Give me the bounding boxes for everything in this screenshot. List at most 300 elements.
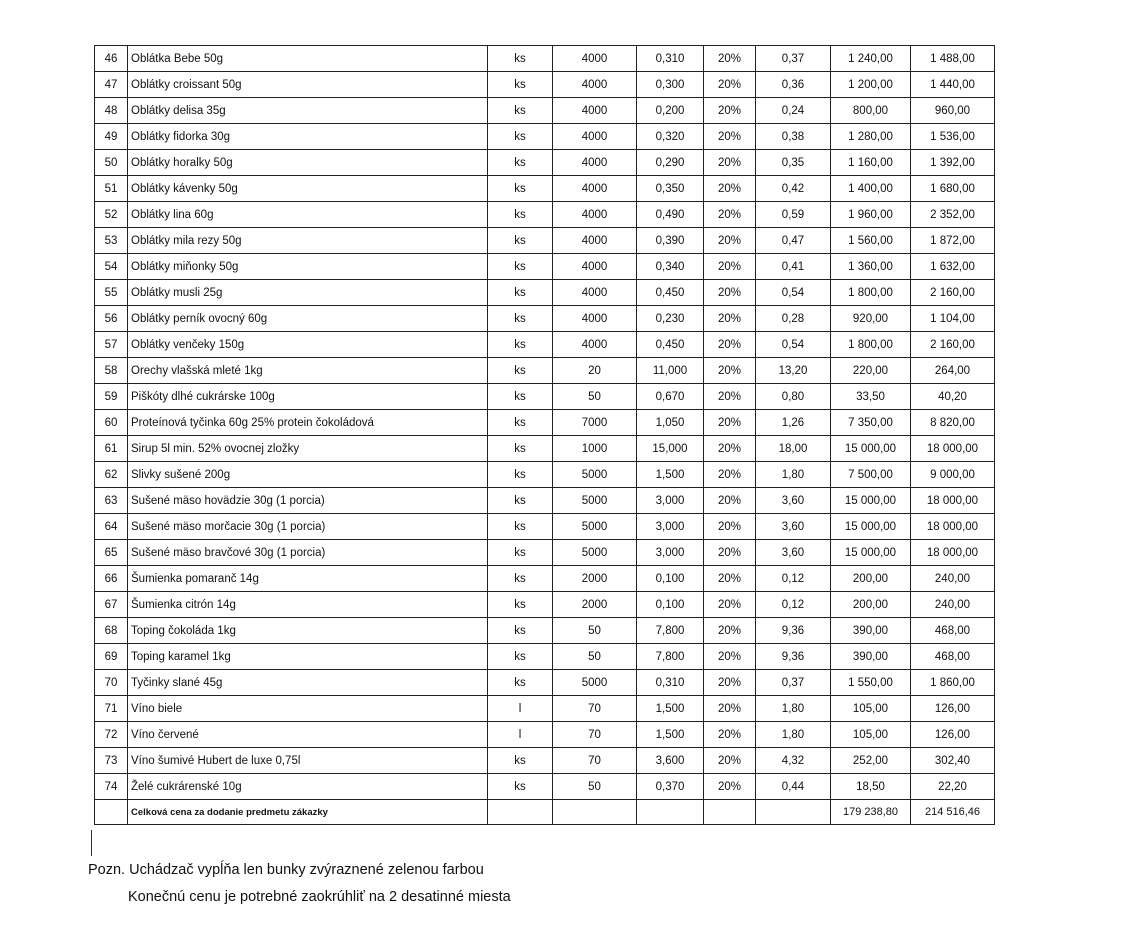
item-vat-rate: 20% (704, 514, 756, 540)
item-total-without-vat: 105,00 (831, 696, 911, 722)
item-total-with-vat: 264,00 (911, 358, 995, 384)
item-vat-rate: 20% (704, 306, 756, 332)
item-number: 53 (95, 228, 128, 254)
item-number: 48 (95, 98, 128, 124)
item-unit-price: 0,370 (637, 774, 704, 800)
table-row (95, 410, 995, 436)
table-row (95, 462, 995, 488)
item-number: 66 (95, 566, 128, 592)
table-row (95, 228, 995, 254)
item-price-with-vat: 0,12 (756, 592, 831, 618)
item-unit: ks (488, 748, 553, 774)
item-name: Proteínová tyčinka 60g 25% protein čokoládová (128, 410, 488, 436)
item-total-with-vat: 2 352,00 (911, 202, 995, 228)
item-name: Toping čokoláda 1kg (128, 618, 488, 644)
item-vat-rate: 20% (704, 280, 756, 306)
item-unit: ks (488, 358, 553, 384)
item-quantity: 7000 (553, 410, 637, 436)
item-vat-rate: 20% (704, 228, 756, 254)
item-vat-rate: 20% (704, 488, 756, 514)
item-unit-price: 0,350 (637, 176, 704, 202)
item-name: Víno biele (128, 696, 488, 722)
item-total-without-vat: 1 800,00 (831, 280, 911, 306)
total-without-vat: 179 238,80 (831, 800, 911, 825)
item-total-without-vat: 1 800,00 (831, 332, 911, 358)
item-total-with-vat: 18 000,00 (911, 488, 995, 514)
item-total-without-vat: 7 500,00 (831, 462, 911, 488)
item-price-with-vat: 9,36 (756, 644, 831, 670)
item-quantity: 4000 (553, 176, 637, 202)
item-vat-rate: 20% (704, 150, 756, 176)
item-unit: ks (488, 670, 553, 696)
item-number: 54 (95, 254, 128, 280)
item-price-with-vat: 1,26 (756, 410, 831, 436)
table-row (95, 618, 995, 644)
item-price-with-vat: 13,20 (756, 358, 831, 384)
item-number: 51 (95, 176, 128, 202)
table-row (95, 46, 995, 72)
item-total-with-vat: 1 440,00 (911, 72, 995, 98)
item-number: 67 (95, 592, 128, 618)
item-total-without-vat: 33,50 (831, 384, 911, 410)
item-total-with-vat: 1 680,00 (911, 176, 995, 202)
item-name: Oblátky horalky 50g (128, 150, 488, 176)
item-total-without-vat: 15 000,00 (831, 488, 911, 514)
table-row (95, 280, 995, 306)
item-unit-price: 0,340 (637, 254, 704, 280)
item-total-without-vat: 105,00 (831, 722, 911, 748)
item-name: Oblátky venčeky 150g (128, 332, 488, 358)
item-number: 70 (95, 670, 128, 696)
item-unit-price: 3,600 (637, 748, 704, 774)
item-price-with-vat: 0,28 (756, 306, 831, 332)
item-unit: ks (488, 254, 553, 280)
item-vat-rate: 20% (704, 540, 756, 566)
item-vat-rate: 20% (704, 358, 756, 384)
item-quantity: 50 (553, 644, 637, 670)
item-vat-rate: 20% (704, 98, 756, 124)
item-total-with-vat: 468,00 (911, 618, 995, 644)
item-unit-price: 0,450 (637, 332, 704, 358)
item-total-with-vat: 302,40 (911, 748, 995, 774)
item-quantity: 4000 (553, 46, 637, 72)
item-total-without-vat: 1 160,00 (831, 150, 911, 176)
total-row (95, 800, 995, 825)
item-vat-rate: 20% (704, 202, 756, 228)
item-total-without-vat: 15 000,00 (831, 540, 911, 566)
item-total-without-vat: 800,00 (831, 98, 911, 124)
table-row (95, 670, 995, 696)
total-empty-cell (704, 800, 756, 825)
total-empty-cell (488, 800, 553, 825)
item-unit-price: 0,320 (637, 124, 704, 150)
item-unit-price: 3,000 (637, 488, 704, 514)
item-price-with-vat: 1,80 (756, 462, 831, 488)
item-unit-price: 15,000 (637, 436, 704, 462)
item-unit-price: 11,000 (637, 358, 704, 384)
item-name: Sušené mäso hovädzie 30g (1 porcia) (128, 488, 488, 514)
item-unit-price: 0,200 (637, 98, 704, 124)
item-vat-rate: 20% (704, 722, 756, 748)
table-body (95, 46, 995, 800)
item-name: Oblátky mila rezy 50g (128, 228, 488, 254)
item-price-with-vat: 1,80 (756, 696, 831, 722)
item-price-with-vat: 0,12 (756, 566, 831, 592)
note-line-2: Konečnú cenu je potrebné zaokrúhliť na 2 desatinné miesta (128, 889, 511, 905)
item-total-with-vat: 240,00 (911, 592, 995, 618)
table-row (95, 306, 995, 332)
item-quantity: 5000 (553, 488, 637, 514)
item-name: Slivky sušené 200g (128, 462, 488, 488)
item-unit-price: 0,100 (637, 566, 704, 592)
item-quantity: 50 (553, 774, 637, 800)
table-row (95, 566, 995, 592)
item-price-with-vat: 3,60 (756, 540, 831, 566)
item-name: Toping karamel 1kg (128, 644, 488, 670)
item-quantity: 20 (553, 358, 637, 384)
table-row (95, 358, 995, 384)
item-name: Víno červené (128, 722, 488, 748)
item-number: 69 (95, 644, 128, 670)
item-price-with-vat: 0,37 (756, 46, 831, 72)
item-quantity: 4000 (553, 98, 637, 124)
item-quantity: 4000 (553, 280, 637, 306)
item-price-with-vat: 0,42 (756, 176, 831, 202)
item-number: 56 (95, 306, 128, 332)
item-price-with-vat: 0,36 (756, 72, 831, 98)
item-unit: ks (488, 618, 553, 644)
item-quantity: 50 (553, 384, 637, 410)
item-name: Želé cukrárenské 10g (128, 774, 488, 800)
item-vat-rate: 20% (704, 644, 756, 670)
item-vat-rate: 20% (704, 566, 756, 592)
table-row (95, 748, 995, 774)
item-total-without-vat: 1 400,00 (831, 176, 911, 202)
item-unit: l (488, 722, 553, 748)
item-unit-price: 1,500 (637, 462, 704, 488)
item-quantity: 1000 (553, 436, 637, 462)
table-row (95, 150, 995, 176)
table-row (95, 644, 995, 670)
item-unit-price: 0,390 (637, 228, 704, 254)
item-quantity: 70 (553, 722, 637, 748)
item-unit: ks (488, 150, 553, 176)
item-name: Oblátky lina 60g (128, 202, 488, 228)
total-label: Celková cena za dodanie predmetu zákazky (128, 800, 488, 825)
item-unit: ks (488, 514, 553, 540)
edge-mark (91, 830, 92, 856)
table-row (95, 202, 995, 228)
table-row (95, 72, 995, 98)
item-number: 50 (95, 150, 128, 176)
item-name: Oblátky croissant 50g (128, 72, 488, 98)
item-vat-rate: 20% (704, 618, 756, 644)
item-quantity: 4000 (553, 150, 637, 176)
table-row (95, 98, 995, 124)
item-total-without-vat: 920,00 (831, 306, 911, 332)
item-name: Oblátky musli 25g (128, 280, 488, 306)
item-vat-rate: 20% (704, 46, 756, 72)
item-number: 59 (95, 384, 128, 410)
item-number: 47 (95, 72, 128, 98)
table-row (95, 514, 995, 540)
item-unit: ks (488, 644, 553, 670)
total-empty-cell (637, 800, 704, 825)
item-total-without-vat: 1 280,00 (831, 124, 911, 150)
item-total-with-vat: 1 860,00 (911, 670, 995, 696)
item-price-with-vat: 0,54 (756, 280, 831, 306)
item-name: Piškóty dlhé cukrárske 100g (128, 384, 488, 410)
item-total-with-vat: 1 488,00 (911, 46, 995, 72)
table-row (95, 436, 995, 462)
item-unit: ks (488, 774, 553, 800)
item-quantity: 5000 (553, 514, 637, 540)
item-number: 65 (95, 540, 128, 566)
item-quantity: 5000 (553, 670, 637, 696)
item-unit-price: 0,310 (637, 46, 704, 72)
item-total-with-vat: 960,00 (911, 98, 995, 124)
item-number: 71 (95, 696, 128, 722)
item-total-with-vat: 40,20 (911, 384, 995, 410)
item-unit-price: 0,310 (637, 670, 704, 696)
item-total-with-vat: 18 000,00 (911, 436, 995, 462)
item-total-with-vat: 1 536,00 (911, 124, 995, 150)
item-total-with-vat: 1 104,00 (911, 306, 995, 332)
item-unit-price: 1,500 (637, 696, 704, 722)
item-quantity: 4000 (553, 306, 637, 332)
item-vat-rate: 20% (704, 462, 756, 488)
item-name: Šumienka pomaranč 14g (128, 566, 488, 592)
item-name: Oblátky delisa 35g (128, 98, 488, 124)
item-unit-price: 0,290 (637, 150, 704, 176)
item-number: 62 (95, 462, 128, 488)
item-total-without-vat: 1 360,00 (831, 254, 911, 280)
item-total-without-vat: 7 350,00 (831, 410, 911, 436)
item-price-with-vat: 3,60 (756, 514, 831, 540)
total-no-cell (95, 800, 128, 825)
item-quantity: 2000 (553, 592, 637, 618)
total-empty-cell (553, 800, 637, 825)
item-total-without-vat: 200,00 (831, 566, 911, 592)
item-name: Sirup 5l min. 52% ovocnej zložky (128, 436, 488, 462)
item-total-without-vat: 1 960,00 (831, 202, 911, 228)
item-unit-price: 0,300 (637, 72, 704, 98)
table-row (95, 592, 995, 618)
item-vat-rate: 20% (704, 124, 756, 150)
item-number: 63 (95, 488, 128, 514)
item-number: 49 (95, 124, 128, 150)
item-total-without-vat: 200,00 (831, 592, 911, 618)
item-quantity: 4000 (553, 72, 637, 98)
item-total-with-vat: 468,00 (911, 644, 995, 670)
item-unit: ks (488, 280, 553, 306)
item-total-without-vat: 1 240,00 (831, 46, 911, 72)
item-unit: ks (488, 488, 553, 514)
item-name: Oblátky miňonky 50g (128, 254, 488, 280)
item-unit-price: 0,100 (637, 592, 704, 618)
table-row (95, 176, 995, 202)
item-total-with-vat: 1 632,00 (911, 254, 995, 280)
item-name: Orechy vlašská mleté 1kg (128, 358, 488, 384)
item-unit: ks (488, 176, 553, 202)
item-unit: ks (488, 306, 553, 332)
item-unit-price: 0,230 (637, 306, 704, 332)
item-name: Oblátky kávenky 50g (128, 176, 488, 202)
item-vat-rate: 20% (704, 254, 756, 280)
item-total-with-vat: 2 160,00 (911, 280, 995, 306)
item-unit: ks (488, 202, 553, 228)
item-quantity: 5000 (553, 462, 637, 488)
item-quantity: 4000 (553, 124, 637, 150)
item-vat-rate: 20% (704, 774, 756, 800)
item-price-with-vat: 1,80 (756, 722, 831, 748)
item-vat-rate: 20% (704, 670, 756, 696)
item-unit: ks (488, 228, 553, 254)
item-unit-price: 0,490 (637, 202, 704, 228)
item-price-with-vat: 0,24 (756, 98, 831, 124)
item-total-with-vat: 126,00 (911, 722, 995, 748)
item-total-without-vat: 390,00 (831, 618, 911, 644)
item-price-with-vat: 0,54 (756, 332, 831, 358)
item-price-with-vat: 4,32 (756, 748, 831, 774)
table-row (95, 332, 995, 358)
item-number: 74 (95, 774, 128, 800)
item-number: 61 (95, 436, 128, 462)
item-total-with-vat: 18 000,00 (911, 514, 995, 540)
item-total-without-vat: 220,00 (831, 358, 911, 384)
item-quantity: 70 (553, 748, 637, 774)
item-total-with-vat: 2 160,00 (911, 332, 995, 358)
item-vat-rate: 20% (704, 696, 756, 722)
table-row (95, 254, 995, 280)
item-quantity: 50 (553, 618, 637, 644)
item-total-without-vat: 390,00 (831, 644, 911, 670)
item-vat-rate: 20% (704, 384, 756, 410)
item-quantity: 4000 (553, 202, 637, 228)
item-unit: ks (488, 332, 553, 358)
item-number: 73 (95, 748, 128, 774)
item-quantity: 4000 (553, 332, 637, 358)
item-total-with-vat: 1 872,00 (911, 228, 995, 254)
item-total-without-vat: 15 000,00 (831, 514, 911, 540)
table-row (95, 696, 995, 722)
item-quantity: 4000 (553, 254, 637, 280)
item-name: Oblátky fidorka 30g (128, 124, 488, 150)
item-total-with-vat: 240,00 (911, 566, 995, 592)
item-price-with-vat: 18,00 (756, 436, 831, 462)
item-unit-price: 1,500 (637, 722, 704, 748)
item-unit: ks (488, 46, 553, 72)
item-vat-rate: 20% (704, 176, 756, 202)
item-unit-price: 3,000 (637, 514, 704, 540)
item-number: 46 (95, 46, 128, 72)
table-row (95, 488, 995, 514)
item-total-with-vat: 22,20 (911, 774, 995, 800)
item-price-with-vat: 0,35 (756, 150, 831, 176)
item-quantity: 5000 (553, 540, 637, 566)
item-price-with-vat: 0,37 (756, 670, 831, 696)
item-vat-rate: 20% (704, 332, 756, 358)
table-row (95, 384, 995, 410)
item-unit: ks (488, 540, 553, 566)
item-total-without-vat: 18,50 (831, 774, 911, 800)
item-number: 60 (95, 410, 128, 436)
item-quantity: 4000 (553, 228, 637, 254)
item-unit-price: 1,050 (637, 410, 704, 436)
item-unit: ks (488, 124, 553, 150)
item-vat-rate: 20% (704, 72, 756, 98)
item-unit: ks (488, 98, 553, 124)
item-number: 52 (95, 202, 128, 228)
item-unit-price: 7,800 (637, 618, 704, 644)
item-number: 55 (95, 280, 128, 306)
item-price-with-vat: 0,59 (756, 202, 831, 228)
item-total-with-vat: 18 000,00 (911, 540, 995, 566)
item-number: 68 (95, 618, 128, 644)
item-unit: ks (488, 410, 553, 436)
item-total-with-vat: 126,00 (911, 696, 995, 722)
table-row (95, 540, 995, 566)
item-unit: l (488, 696, 553, 722)
item-name: Víno šumivé Hubert de luxe 0,75l (128, 748, 488, 774)
item-name: Oblátky perník ovocný 60g (128, 306, 488, 332)
item-unit-price: 3,000 (637, 540, 704, 566)
item-total-with-vat: 9 000,00 (911, 462, 995, 488)
item-vat-rate: 20% (704, 410, 756, 436)
item-name: Sušené mäso morčacie 30g (1 porcia) (128, 514, 488, 540)
total-with-vat: 214 516,46 (911, 800, 995, 825)
item-vat-rate: 20% (704, 592, 756, 618)
item-unit-price: 0,450 (637, 280, 704, 306)
item-total-without-vat: 1 550,00 (831, 670, 911, 696)
item-price-with-vat: 0,47 (756, 228, 831, 254)
item-price-with-vat: 0,41 (756, 254, 831, 280)
item-vat-rate: 20% (704, 748, 756, 774)
table-row (95, 124, 995, 150)
item-unit: ks (488, 72, 553, 98)
item-price-with-vat: 9,36 (756, 618, 831, 644)
total-empty-cell (756, 800, 831, 825)
note-line-1: Pozn. Uchádzač vypĺňa len bunky zvýraznené zelenou farbou (88, 862, 484, 878)
item-price-with-vat: 3,60 (756, 488, 831, 514)
item-name: Oblátka Bebe 50g (128, 46, 488, 72)
item-number: 57 (95, 332, 128, 358)
item-name: Sušené mäso bravčové 30g (1 porcia) (128, 540, 488, 566)
item-total-with-vat: 8 820,00 (911, 410, 995, 436)
item-unit-price: 0,670 (637, 384, 704, 410)
item-total-without-vat: 15 000,00 (831, 436, 911, 462)
item-unit: ks (488, 566, 553, 592)
item-unit: ks (488, 592, 553, 618)
price-table (94, 45, 995, 825)
item-total-without-vat: 252,00 (831, 748, 911, 774)
item-number: 58 (95, 358, 128, 384)
item-number: 72 (95, 722, 128, 748)
item-total-without-vat: 1 200,00 (831, 72, 911, 98)
item-quantity: 70 (553, 696, 637, 722)
item-unit-price: 7,800 (637, 644, 704, 670)
item-vat-rate: 20% (704, 436, 756, 462)
item-name: Tyčinky slané 45g (128, 670, 488, 696)
item-unit: ks (488, 436, 553, 462)
item-price-with-vat: 0,44 (756, 774, 831, 800)
table-row (95, 774, 995, 800)
item-number: 64 (95, 514, 128, 540)
item-name: Šumienka citrón 14g (128, 592, 488, 618)
item-unit: ks (488, 384, 553, 410)
item-total-with-vat: 1 392,00 (911, 150, 995, 176)
item-price-with-vat: 0,80 (756, 384, 831, 410)
